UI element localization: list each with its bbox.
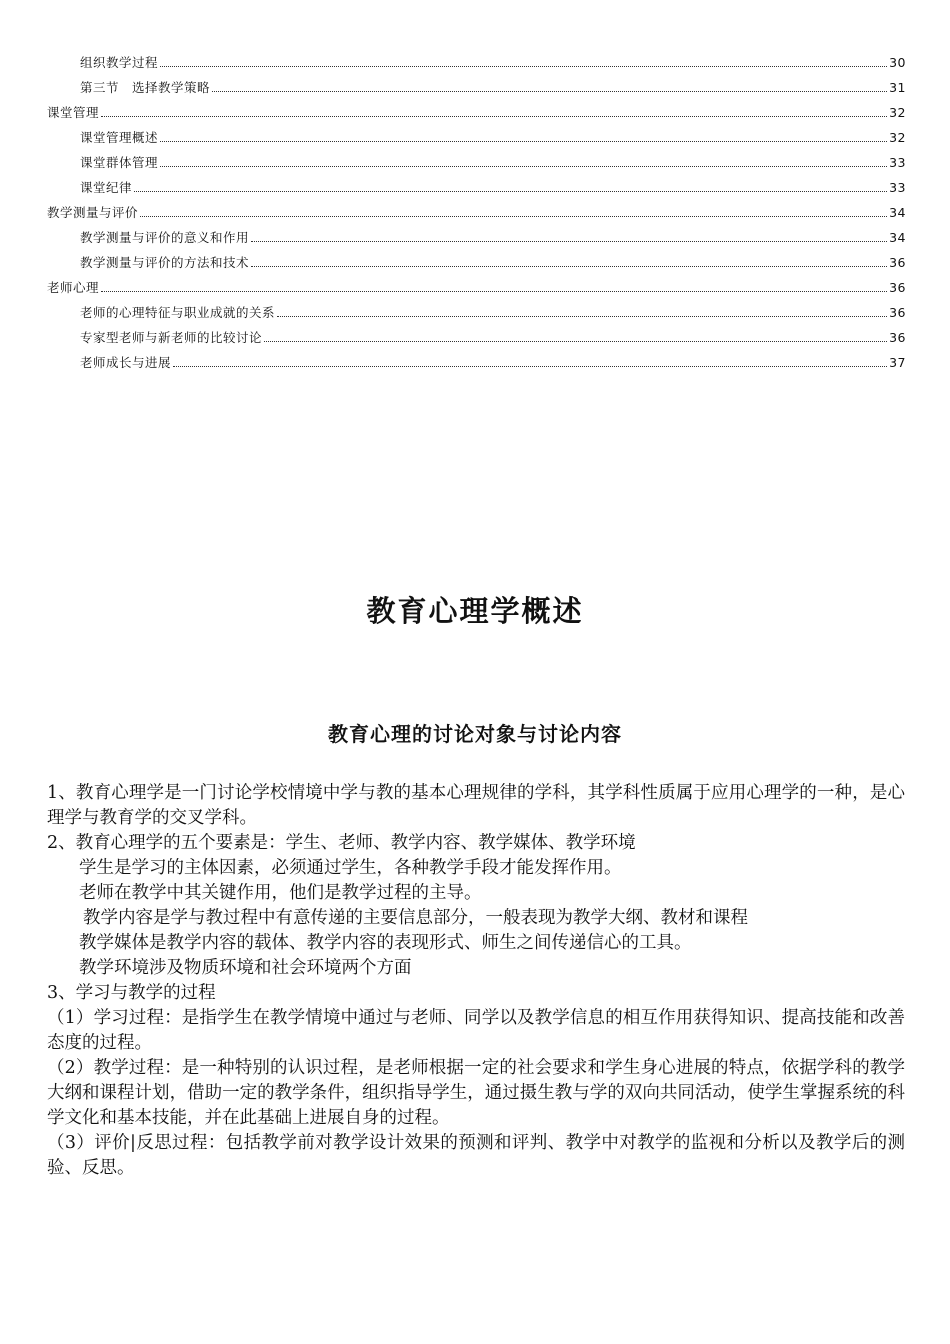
toc-entry-page: 32 <box>889 130 906 145</box>
toc-entry-label: 教学测量与评价的方法和技术 <box>80 255 250 270</box>
toc-entry-page: 36 <box>889 255 906 270</box>
body-paragraph: 2、教育心理学的五个要素是：学生、老师、教学内容、教学媒体、教学环境 <box>47 833 636 853</box>
toc-entry[interactable] <box>47 200 906 225</box>
toc-entry[interactable] <box>47 300 906 325</box>
toc-entry-label: 课堂群体管理 <box>80 155 159 170</box>
table-of-contents <box>47 50 906 375</box>
toc-entry-label: 组织教学过程 <box>80 55 159 70</box>
toc-dot-leader <box>134 191 887 192</box>
body-paragraph: 教学环境涉及物质环境和社会环境两个方面 <box>79 958 412 978</box>
toc-entry[interactable] <box>47 50 906 75</box>
toc-entry-page: 37 <box>889 355 906 370</box>
toc-entry-label: 老师的心理特征与职业成就的关系 <box>80 305 276 320</box>
toc-entry[interactable] <box>47 75 906 100</box>
body-paragraph: 学生是学习的主体因素，必须通过学生，各种教学手段才能发挥作用。 <box>79 858 622 878</box>
toc-entry[interactable] <box>47 125 906 150</box>
section-title: 教育心理的讨论对象与讨论内容 <box>328 721 622 746</box>
toc-entry[interactable] <box>47 100 906 125</box>
toc-entry-page: 34 <box>889 205 906 220</box>
toc-entry[interactable] <box>47 175 906 200</box>
toc-entry[interactable] <box>47 275 906 300</box>
toc-entry-page: 32 <box>889 105 906 120</box>
body-paragraph: （2）教学过程：是一种特别的认识过程，是老师根据一定的社会要求和学生身心进展的特点，依据学科的教学大纲和课程计划，借助一定的教学条件，组织指导学生，通过摄生教与学的双向共同活动，使学生掌握系统的科学文化和基本技能，并在此基础上进展自身的过程。 <box>47 1058 905 1128</box>
toc-entry[interactable] <box>47 225 906 250</box>
toc-entry-label: 课堂管理概述 <box>80 130 159 145</box>
toc-entry-label: 第三节 选择教学策略 <box>80 80 211 95</box>
document-title: 教育心理学概述 <box>366 594 584 629</box>
toc-entry-label: 课堂管理 <box>47 105 100 120</box>
body-paragraph: 教学媒体是教学内容的载体、教学内容的表现形式、师生之间传递信心的工具。 <box>79 933 692 953</box>
toc-dot-leader <box>264 341 887 342</box>
toc-entry-label: 教学测量与评价的意义和作用 <box>80 230 250 245</box>
toc-entry-page: 34 <box>889 230 906 245</box>
toc-dot-leader <box>173 366 887 367</box>
toc-entry[interactable] <box>47 250 906 275</box>
toc-entry[interactable] <box>47 150 906 175</box>
toc-entry-page: 36 <box>889 280 906 295</box>
body-paragraph: （1）学习过程：是指学生在教学情境中通过与老师、同学以及教学信息的相互作用获得知识、提高技能和改善态度的过程。 <box>47 1008 905 1053</box>
body-paragraph: 3、学习与教学的过程 <box>47 983 216 1003</box>
document-body <box>47 781 905 1181</box>
body-paragraph: 教学内容是学与教过程中有意传递的主要信息部分，一般表现为教学大纲、教材和课程 <box>83 908 748 928</box>
toc-entry-page: 33 <box>889 155 906 170</box>
toc-entry-page: 31 <box>889 80 906 95</box>
toc-entry-label: 课堂纪律 <box>80 180 133 195</box>
toc-entry-label: 老师成长与进展 <box>80 355 172 370</box>
toc-entry-label: 老师心理 <box>47 280 100 295</box>
toc-entry-label: 专家型老师与新老师的比较讨论 <box>80 330 263 345</box>
toc-dot-leader <box>160 66 887 67</box>
body-paragraph: 1、教育心理学是一门讨论学校情境中学与教的基本心理规律的学科，其学科性质属于应用心理学的一种，是心理学与教育学的交叉学科。 <box>47 783 905 828</box>
toc-dot-leader <box>101 291 887 292</box>
toc-entry-label: 教学测量与评价 <box>47 205 139 220</box>
toc-dot-leader <box>277 316 887 317</box>
toc-entry[interactable] <box>47 350 906 375</box>
toc-dot-leader <box>140 216 887 217</box>
toc-dot-leader <box>160 141 887 142</box>
toc-entry-page: 36 <box>889 305 906 320</box>
toc-dot-leader <box>251 266 887 267</box>
body-paragraph: （3）评价|反思过程：包括教学前对教学设计效果的预测和评判、教学中对教学的监视和分析以及教学后的测验、反思。 <box>47 1133 905 1178</box>
toc-entry-page: 30 <box>889 55 906 70</box>
toc-dot-leader <box>160 166 887 167</box>
toc-entry-page: 33 <box>889 180 906 195</box>
toc-dot-leader <box>212 91 887 92</box>
toc-entry-page: 36 <box>889 330 906 345</box>
body-paragraph: 老师在教学中其关键作用，他们是教学过程的主导。 <box>79 883 482 903</box>
toc-dot-leader <box>101 116 887 117</box>
toc-entry[interactable] <box>47 325 906 350</box>
toc-dot-leader <box>251 241 887 242</box>
